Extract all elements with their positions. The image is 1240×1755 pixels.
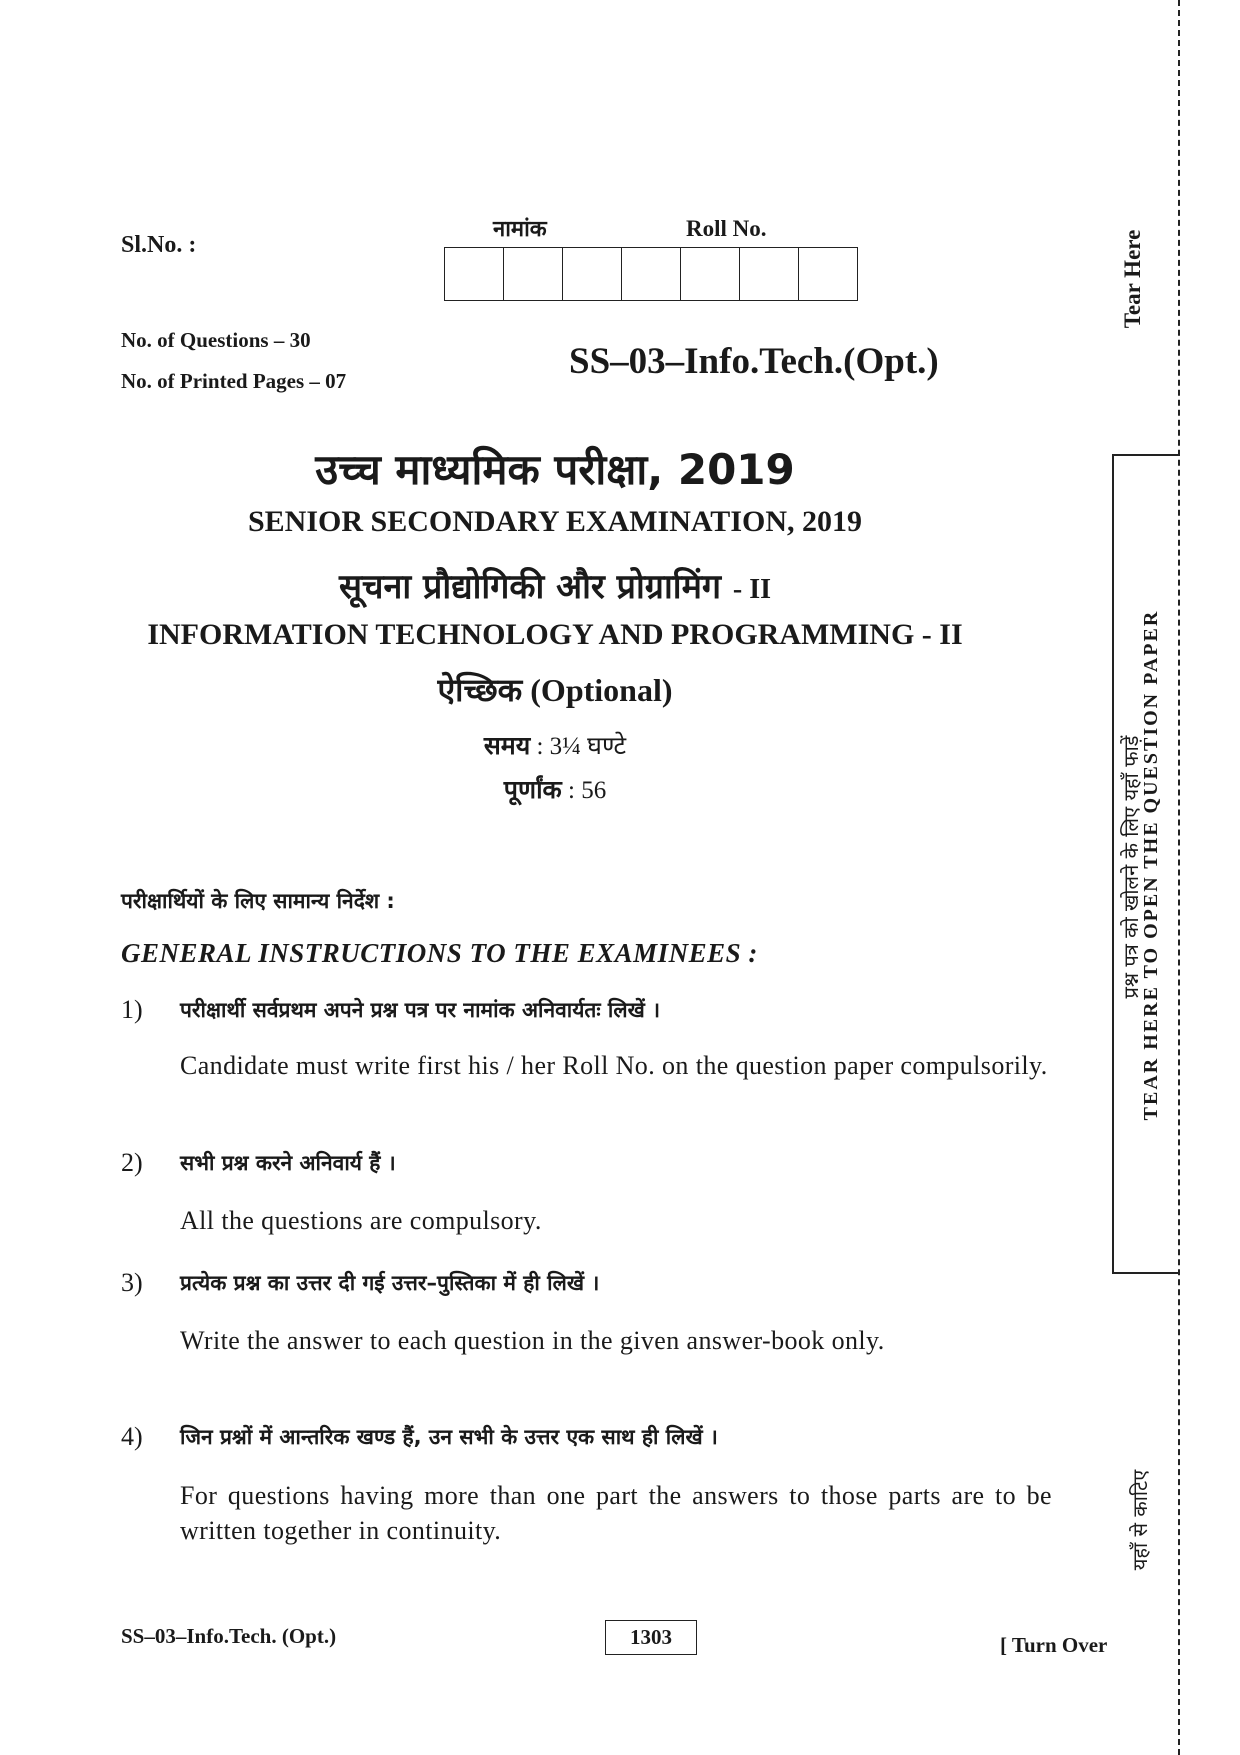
instruction-number: 3) — [121, 1268, 143, 1297]
roll-digit-box[interactable] — [740, 248, 799, 300]
subject-part-suffix: - II — [732, 574, 772, 605]
subject-title: INFORMATION TECHNOLOGY AND PROGRAMMING - II — [147, 618, 963, 651]
roll-digit-box[interactable] — [504, 248, 563, 300]
number-of-pages: No. of Printed Pages – 07 — [121, 369, 347, 393]
roll-digit-box[interactable] — [563, 248, 622, 300]
instruction-english: For questions having more than one part the answers to those parts are to be written together in continuity. — [180, 1481, 1052, 1545]
instruction-number: 1) — [121, 995, 143, 1024]
instruction-hindi: प्रत्येक प्रश्न का उत्तर दी गई उत्तर–पुस्तिका में ही लिखें । — [180, 1271, 600, 1295]
instruction-number: 4) — [121, 1422, 143, 1451]
serial-number-label: Sl.No. : — [121, 232, 197, 258]
number-of-questions: No. of Questions – 30 — [121, 328, 311, 352]
instruction-hindi: परीक्षार्थी सर्वप्रथम अपने प्रश्न पत्र पर नामांक अनिवार्यतः लिखें । — [180, 998, 661, 1022]
optional-label-hindi: ऐच्छिक — [437, 671, 523, 709]
paper-number-box: 1303 — [605, 1620, 697, 1655]
optional-label — [0, 668, 1110, 711]
cut-here-label: यहाँ से काटिए — [1128, 1469, 1152, 1571]
time-allowed — [0, 728, 1110, 762]
exam-title: SENIOR SECONDARY EXAMINATION, 2019 — [247, 505, 862, 538]
marks-value: : 56 — [568, 777, 607, 804]
instruction-number: 2) — [121, 1148, 143, 1177]
time-label: समय — [483, 731, 531, 760]
roll-digit-box[interactable] — [622, 248, 681, 300]
roll-digit-box[interactable] — [799, 248, 857, 300]
instruction-english: Candidate must write first his / her Roll No. on the question paper compulsorily. — [180, 1051, 1048, 1080]
paper-code: SS–03–Info.Tech.(Opt.) — [569, 341, 939, 382]
turn-over-label: [ Turn Over — [1000, 1633, 1108, 1657]
instruction-hindi: जिन प्रश्नों में आन्तरिक खण्ड हैं, उन सभी के उत्तर एक साथ ही लिखें । — [180, 1425, 718, 1449]
instruction-hindi: सभी प्रश्न करने अनिवार्य हैं । — [180, 1151, 396, 1175]
instruction-english: All the questions are compulsory. — [180, 1206, 542, 1235]
footer-paper-code: SS–03–Info.Tech. (Opt.) — [121, 1624, 337, 1648]
time-value: : 3¼ घण्टे — [536, 733, 627, 760]
roll-number-boxes[interactable] — [444, 247, 858, 301]
instructions-heading: GENERAL INSTRUCTIONS TO THE EXAMINEES : — [121, 938, 758, 968]
subject-title-hindi — [0, 562, 1110, 608]
tear-instruction-hindi: प्रश्न पत्र को खोलने के लिए यहाँ फाड़ें — [1119, 735, 1143, 999]
roll-number-label-hindi: नामांक — [493, 217, 547, 242]
maximum-marks — [0, 772, 1110, 806]
roll-digit-box[interactable] — [681, 248, 740, 300]
instructions-heading-hindi: परीक्षार्थियों के लिए सामान्य निर्देश : — [121, 889, 395, 913]
optional-label-english: (Optional) — [530, 672, 673, 708]
exam-title-hindi: उच्च माध्यमिक परीक्षा, 2019 — [315, 445, 795, 494]
instruction-english: Write the answer to each question in the given answer-book only. — [180, 1326, 885, 1355]
marks-label: पूर्णांक — [503, 775, 562, 804]
tear-instruction-english: TEAR HERE TO OPEN THE QUESTION PAPER — [1140, 609, 1162, 1121]
subject-name-hindi: सूचना प्रौद्योगिकी और प्रोग्रामिंग — [338, 567, 722, 607]
roll-digit-box[interactable] — [445, 248, 504, 300]
roll-number-label: Roll No. — [686, 216, 767, 241]
tear-here-label: Tear Here — [1120, 229, 1145, 329]
